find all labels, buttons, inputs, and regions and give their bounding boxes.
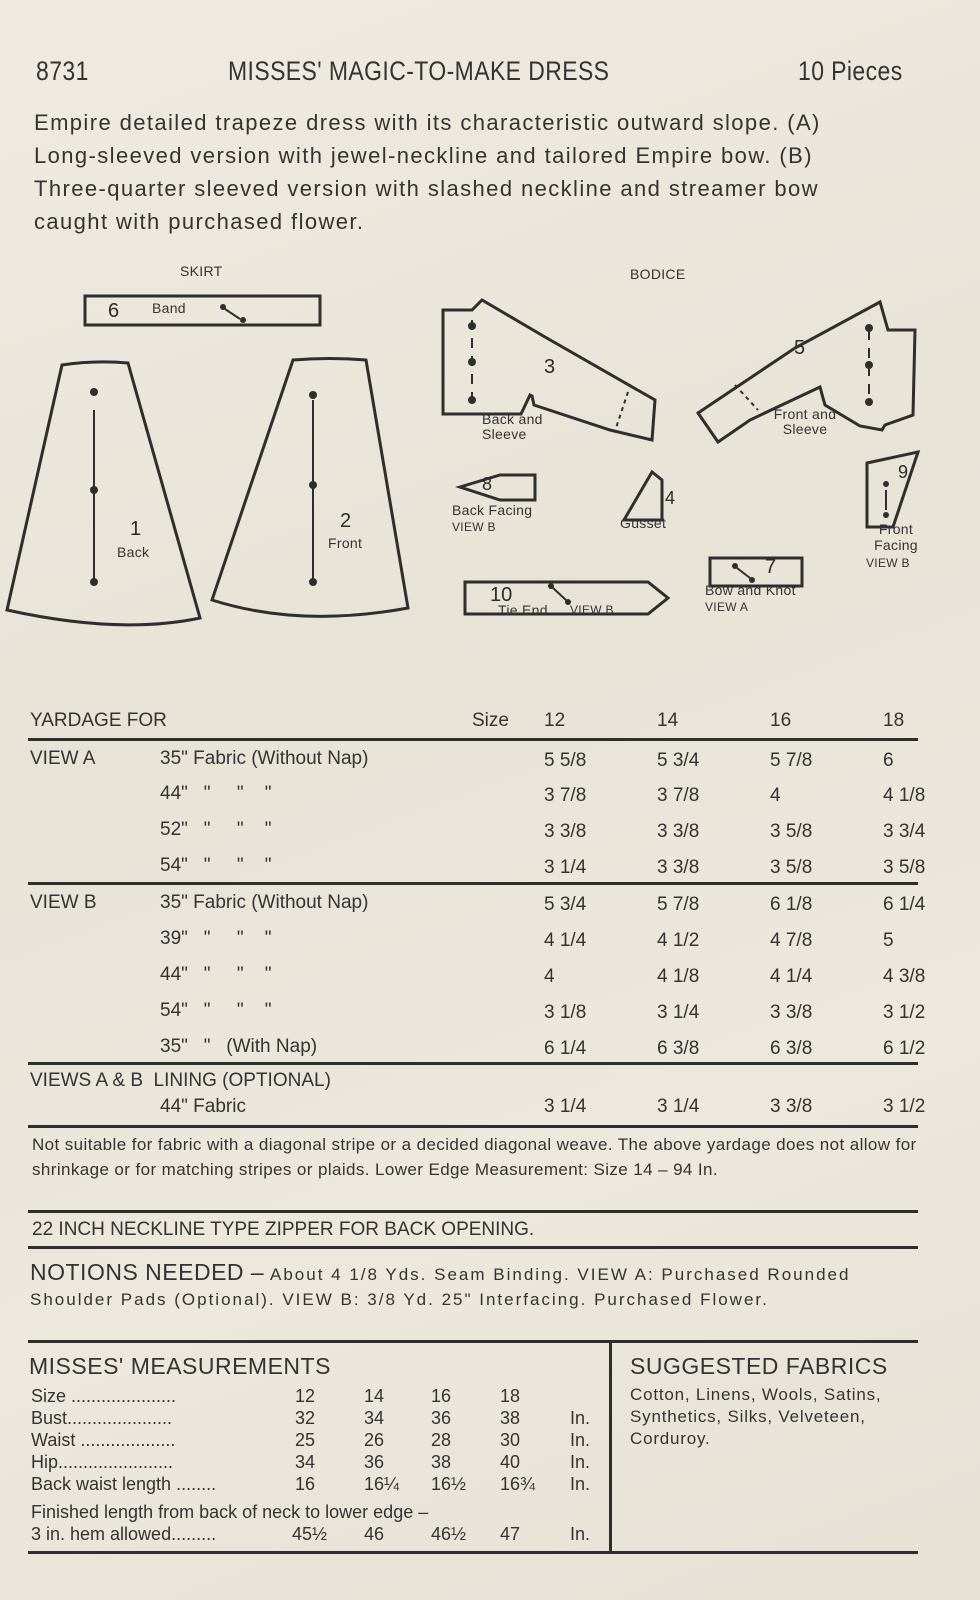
- fabric-width: 35" " (With Nap): [160, 1036, 318, 1057]
- measurement-value: 14: [364, 1386, 385, 1406]
- yardage-value: 3 1/4: [544, 857, 587, 878]
- piece-number-6: 6: [108, 300, 120, 322]
- fabric-line: Synthetics, Silks, Velveteen,: [630, 1407, 866, 1426]
- measurement-value: 32: [295, 1408, 316, 1428]
- fabric-width: 44" Fabric: [160, 1096, 246, 1117]
- yardage-value: 3 3/8: [770, 1096, 813, 1117]
- yardage-value: 4 1/8: [883, 785, 926, 806]
- pattern-number: 8731: [36, 56, 89, 86]
- yardage-value: 3 1/2: [883, 1096, 926, 1117]
- measurement-value: 28: [431, 1430, 452, 1450]
- yardage-value: 6 3/8: [770, 1038, 813, 1059]
- yardage-value: 4 1/2: [657, 930, 700, 951]
- fabric-list: [630, 1384, 888, 1450]
- divider: [28, 1062, 918, 1065]
- yardage-value: 5 5/8: [544, 750, 587, 771]
- fabric-width: 35" Fabric (Without Nap): [160, 892, 369, 913]
- fabric-width: 54" " " ": [160, 855, 272, 876]
- yardage-value: 3 1/8: [544, 1002, 587, 1023]
- yardage-value: 6 1/4: [544, 1038, 587, 1059]
- piece-number-7: 7: [765, 556, 777, 578]
- divider: [28, 1125, 918, 1128]
- piece-label-band: Band: [152, 300, 186, 316]
- fabric-width: 44" " " ": [160, 783, 272, 804]
- measurement-value: 16¼: [364, 1474, 400, 1494]
- piece-number-4: 4: [665, 488, 676, 508]
- measurement-value: 38: [431, 1452, 452, 1472]
- piece-label-front: Front: [328, 535, 363, 551]
- yardage-value: 3 3/8: [657, 857, 700, 878]
- yardage-value: 5: [883, 930, 894, 951]
- fabric-line: Cotton, Linens, Wools, Satins,: [630, 1385, 882, 1404]
- fabric-width: 54" " " ": [160, 1000, 272, 1021]
- yardage-value: 6 1/2: [883, 1038, 926, 1059]
- piece-number-2: 2: [340, 510, 352, 532]
- size-label: Size: [472, 710, 509, 731]
- divider: [28, 1210, 918, 1213]
- description-line: Three-quarter sleeved version with slashed neckline and streamer bow: [34, 176, 819, 201]
- measurement-value: 46: [364, 1524, 385, 1544]
- yardage-value: 6 1/8: [770, 894, 813, 915]
- measurement-value: 16: [431, 1386, 452, 1406]
- measurement-value: 16: [295, 1474, 316, 1494]
- fabric-note: Not suitable for fabric with a diagonal stripe or a decided diagonal weave. The above yardage does not allow for shrinkage or for matching stripes or plaids. Lower Edge Measurement: Size 14 – 94 In.: [32, 1135, 917, 1179]
- view-a-label: VIEW A: [30, 748, 96, 769]
- yardage-value: 3 5/8: [883, 857, 926, 878]
- yardage-value: 3 3/8: [544, 821, 587, 842]
- piece-label-back: Back: [117, 544, 150, 560]
- piece-label-back-and-sleeve: Back and Sleeve: [482, 411, 543, 442]
- yardage-value: 5 3/4: [657, 750, 700, 771]
- piece-number-8: 8: [482, 474, 493, 494]
- piece-view-bow-and-knot: VIEW A: [705, 600, 749, 614]
- piece-view-back-facing: VIEW B: [452, 520, 496, 534]
- yardage-value: 4 3/8: [883, 966, 926, 987]
- yardage-value: 4: [544, 966, 555, 987]
- yardage-value: 4 7/8: [770, 930, 813, 951]
- measurement-value: 36: [431, 1408, 452, 1428]
- yardage-value: 5 7/8: [770, 750, 813, 771]
- piece-number-3: 3: [544, 356, 556, 378]
- notions-text: About 4 1/8 Yds. Seam Binding. VIEW A: Purchased Rounded Shoulder Pads (Optional). VIEW B: 3/8 Yd. 25" Interfacing. Purchased Flower.: [30, 1265, 851, 1309]
- measurement-value: 16¾: [500, 1474, 536, 1494]
- measurement-label: Size .....................: [31, 1386, 177, 1406]
- piece-view-front-facing: VIEW B: [866, 556, 910, 570]
- column-divider: [609, 1342, 612, 1552]
- yardage-value: 3 1/4: [657, 1096, 700, 1117]
- measurement-label: Waist ...................: [31, 1430, 176, 1450]
- piece-label-tie-end: Tie End: [498, 602, 548, 618]
- measurement-value: 25: [295, 1430, 316, 1450]
- measurement-value: 18: [500, 1386, 521, 1406]
- measurement-value: 16½: [431, 1474, 467, 1494]
- lining-label: VIEWS A & B LINING (OPTIONAL): [30, 1070, 331, 1091]
- yardage-value: 3 7/8: [657, 785, 700, 806]
- fabric-width: 39" " " ": [160, 928, 272, 949]
- yardage-value: 4 1/4: [770, 966, 813, 987]
- yardage-value: 3 7/8: [544, 785, 587, 806]
- measurement-label: Back waist length ........: [31, 1474, 217, 1494]
- yardage-value: 6 1/4: [883, 894, 926, 915]
- divider: [28, 1340, 918, 1343]
- piece-label-front-and-sleeve: Front and Sleeve: [773, 406, 837, 437]
- size-header-12: 12: [544, 710, 566, 731]
- yardage-value: 5 3/4: [544, 894, 587, 915]
- divider: [28, 882, 918, 885]
- suggested-fabrics-heading: SUGGESTED FABRICS: [630, 1353, 888, 1379]
- notions-section: [30, 1260, 915, 1312]
- measurement-value: 45½: [292, 1524, 328, 1544]
- measurement-value: 47: [500, 1524, 521, 1544]
- yardage-heading: YARDAGE FOR: [30, 710, 167, 731]
- yardage-value: 3 3/8: [770, 1002, 813, 1023]
- size-header-14: 14: [657, 710, 679, 731]
- yardage-value: 3 1/2: [883, 1002, 926, 1023]
- measurement-label: 3 in. hem allowed.........: [31, 1524, 217, 1544]
- measurement-unit: In.: [570, 1408, 591, 1428]
- yardage-value: 3 3/8: [657, 821, 700, 842]
- pattern-title: MISSES' MAGIC-TO-MAKE DRESS: [228, 56, 610, 86]
- measurement-unit: In.: [570, 1452, 591, 1472]
- measurement-value: 26: [364, 1430, 385, 1450]
- divider: [28, 738, 918, 741]
- piece-view-tie-end: VIEW B: [570, 603, 614, 617]
- notions-heading: NOTIONS NEEDED –: [30, 1259, 265, 1285]
- yardage-value: 5 7/8: [657, 894, 700, 915]
- yardage-value: 6: [883, 750, 894, 771]
- fabric-width: 44" " " ": [160, 964, 272, 985]
- piece-label-back-facing: Back Facing: [452, 502, 533, 518]
- measurement-value: 46½: [431, 1524, 467, 1544]
- measurement-unit: In.: [570, 1474, 591, 1494]
- measurement-value: 34: [364, 1408, 385, 1428]
- zipper-note: 22 INCH NECKLINE TYPE ZIPPER FOR BACK OPENING.: [32, 1219, 535, 1240]
- measurement-value: 30: [500, 1430, 521, 1450]
- view-b-label: VIEW B: [30, 892, 97, 913]
- size-header-18: 18: [883, 710, 905, 731]
- yardage-value: 4: [770, 785, 781, 806]
- measurement-unit: In.: [570, 1430, 591, 1450]
- suggested-fabrics-panel: [630, 1353, 888, 1450]
- fabric-line: Corduroy.: [630, 1429, 711, 1448]
- description-line: Long-sleeved version with jewel-neckline and tailored Empire bow. (B): [34, 143, 813, 168]
- description-line: Empire detailed trapeze dress with its characteristic outward slope. (A): [34, 110, 821, 135]
- divider: [28, 1246, 918, 1249]
- yardage-value: 3 1/4: [544, 1096, 587, 1117]
- measurement-label: Hip.......................: [31, 1452, 174, 1472]
- finished-length-label: Finished length from back of neck to lower edge –: [31, 1502, 429, 1522]
- skirt-heading: SKIRT: [180, 263, 223, 279]
- yardage-value: 6 3/8: [657, 1038, 700, 1059]
- yardage-value: 3 5/8: [770, 857, 813, 878]
- measurement-value: 12: [295, 1386, 316, 1406]
- piece-count: 10 Pieces: [798, 56, 903, 86]
- piece-label-front-facing: Front Facing: [874, 521, 918, 553]
- measurement-value: 36: [364, 1452, 385, 1472]
- yardage-value: 4 1/8: [657, 966, 700, 987]
- yardage-value: 3 3/4: [883, 821, 926, 842]
- piece-label-gusset: Gusset: [620, 515, 667, 531]
- divider: [28, 1551, 918, 1554]
- size-header-16: 16: [770, 710, 792, 731]
- yardage-value: 3 1/4: [657, 1002, 700, 1023]
- measurement-value: 34: [295, 1452, 316, 1472]
- measurements-heading: MISSES' MEASUREMENTS: [29, 1353, 331, 1379]
- measurement-unit: In.: [570, 1524, 591, 1544]
- measurement-label: Bust.....................: [31, 1408, 173, 1428]
- measurement-value: 38: [500, 1408, 521, 1428]
- piece-number-9: 9: [898, 462, 909, 482]
- piece-number-10: 10: [490, 584, 513, 606]
- bodice-heading: BODICE: [630, 266, 686, 282]
- yardage-value: 4 1/4: [544, 930, 587, 951]
- fabric-width: 35" Fabric (Without Nap): [160, 748, 369, 769]
- description-line: caught with purchased flower.: [34, 209, 365, 234]
- piece-label-bow-and-knot: Bow and Knot: [705, 582, 796, 598]
- piece-number-5: 5: [794, 337, 806, 359]
- yardage-value: 3 5/8: [770, 821, 813, 842]
- piece-number-1: 1: [130, 518, 142, 540]
- fabric-width: 52" " " ": [160, 819, 272, 840]
- measurement-value: 40: [500, 1452, 521, 1472]
